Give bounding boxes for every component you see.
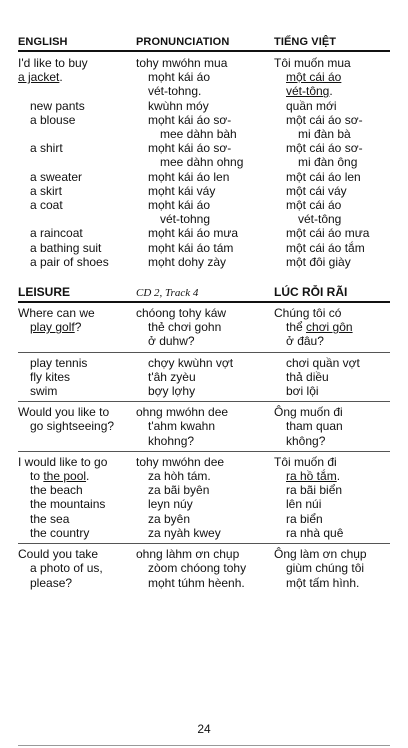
phrase-entry: [18, 99, 390, 113]
phrase-line: mọht kái áo mưa: [148, 226, 239, 241]
phrase-line: [274, 70, 390, 84]
phrase-line: giùm chúng tôi: [286, 561, 365, 576]
phrase-line: the country: [30, 525, 90, 540]
pronunciation-cell: [136, 56, 274, 99]
phrase-entry: [18, 56, 390, 99]
phrase-line: mọht túhm hèenh.: [148, 575, 245, 590]
bottom-rule: [18, 745, 390, 746]
phrase-line: the beach: [30, 483, 83, 498]
phrase-line: quần mới: [286, 98, 337, 113]
vietnamese-cell: [274, 198, 390, 226]
english-cell: [18, 184, 136, 198]
phrase-line: a skirt: [30, 183, 63, 198]
phrase-line: please?: [30, 575, 73, 590]
phrase-entry: [18, 113, 390, 141]
english-cell: [18, 405, 136, 448]
phrase-line: swim: [30, 384, 58, 399]
phrase-line: một cái áo sơ-: [286, 112, 363, 127]
pronunciation-cell: [136, 241, 274, 255]
underlined-term: the pool: [43, 469, 87, 484]
pronunciation-cell: [136, 226, 274, 240]
underlined-term: một cái áo: [286, 70, 342, 85]
phrase-line: thẻ chơi gohn: [148, 320, 222, 335]
phrase-line: Where can we: [18, 306, 95, 321]
phrase-line: Tôi muốn đi: [274, 454, 337, 469]
phrase-line: za hòh tám.: [148, 469, 211, 484]
phrase-line: mọht kái áo len: [148, 169, 230, 184]
page-number: 24: [197, 722, 211, 736]
phrase-line: lên núi: [286, 497, 322, 512]
english-cell: [18, 356, 136, 399]
english-cell: [18, 170, 136, 184]
phrase-line: mọht kái áo sơ-: [148, 112, 232, 127]
phrase-line: za nyàh kwey: [148, 525, 221, 540]
english-cell: [18, 198, 136, 226]
phrase-line: zòom chóong tohy: [148, 561, 247, 576]
phrase-entry: [18, 543, 390, 593]
phrase-line: ohng mwóhn dee: [136, 405, 229, 420]
phrase-line: ở đâu?: [286, 334, 324, 349]
vietnamese-cell: [274, 405, 390, 448]
phrase-line: vét-tohng.: [148, 84, 202, 99]
pronunciation-cell: [136, 184, 274, 198]
phrase-line: một tấm hình.: [286, 575, 360, 590]
vietnamese-cell: [274, 547, 390, 590]
phrase-line: I'd like to buy: [18, 56, 88, 70]
phrase-line: Could you take: [18, 547, 99, 562]
pronunciation-cell: [136, 405, 274, 448]
phrase-line: go sightseeing?: [30, 419, 115, 434]
pronunciation-cell: [136, 99, 274, 113]
phrase-line: một cái áo mưa: [286, 226, 370, 241]
phrase-line: mọht kái áo: [148, 198, 211, 213]
vietnamese-cell: [274, 141, 390, 169]
pronunciation-cell: [136, 255, 274, 269]
pronunciation-cell: [136, 547, 274, 590]
leisure-title-vietnamese: LÚC RỖI RÃI: [274, 285, 348, 300]
phrase-line: Ông làm ơn chụp: [274, 547, 367, 562]
leisure-header: [18, 279, 390, 303]
phrase-line: a blouse: [30, 112, 76, 127]
pronunciation-cell: [136, 198, 274, 226]
pronunciation-cell: [136, 141, 274, 169]
phrase-line: the sea: [30, 511, 70, 526]
phrase-line: mee dàhn ohng: [160, 155, 244, 170]
leisure-title-english: LEISURE: [18, 285, 71, 300]
vietnamese-cell: [274, 184, 390, 198]
phrase-line: the mountains: [30, 497, 106, 512]
header-pronunciation: PRONUNCIATION: [136, 36, 230, 48]
phrase-line: thể chơi gôn: [286, 320, 353, 335]
phrase-line: ra biển: [286, 511, 323, 526]
phrase-line: không?: [286, 433, 326, 448]
underlined-term: vét-tông: [286, 84, 330, 99]
phrase-line: một đôi giày: [286, 254, 351, 269]
phrase-line: bợy lợhy: [148, 384, 196, 399]
phrase-entry: [18, 141, 390, 169]
phrase-line: a photo of us,: [30, 561, 103, 576]
phrase-line: tohy mwóhn mua: [136, 56, 228, 70]
phrase-entry: [18, 184, 390, 198]
phrase-line: mee dàhn bàh: [160, 127, 237, 142]
vietnamese-cell: [274, 56, 390, 99]
phrase-line: a jacket.: [18, 70, 63, 85]
phrase-entry: [18, 401, 390, 451]
pronunciation-cell: [136, 113, 274, 141]
english-cell: [18, 241, 136, 255]
vietnamese-cell: [274, 455, 390, 540]
underlined-term: ra hồ tắm: [286, 469, 337, 484]
phrase-line: t'ahm kwahn: [148, 419, 215, 434]
phrase-line: a raincoat: [30, 226, 83, 241]
vietnamese-cell: [274, 113, 390, 141]
english-cell: [18, 226, 136, 240]
pronunciation-cell: [136, 455, 274, 540]
phrase-line: Would you like to: [18, 405, 110, 420]
english-cell: [18, 113, 136, 141]
phrase-line: vét-tông.: [286, 84, 333, 99]
phrase-line: mọht kái áo tám: [148, 240, 234, 255]
english-cell: [18, 455, 136, 540]
phrase-entry: [18, 241, 390, 255]
phrase-line: chơi quần vợt: [286, 355, 360, 370]
column-header: [18, 30, 390, 52]
phrase-line: bơi lội: [286, 384, 319, 399]
phrase-line: Chúng tôi có: [274, 306, 342, 321]
header-english: ENGLISH: [18, 36, 68, 48]
phrase-line: một cái váy: [286, 183, 347, 198]
phrase-line: play golf?: [30, 320, 82, 335]
phrase-entry: [18, 255, 390, 269]
phrase-line: mọht kái áo: [148, 70, 211, 85]
phrase-line: ra bãi biển: [286, 483, 343, 498]
phrase-line: za byên: [148, 511, 191, 526]
phrase-line: kwùhn móy: [148, 98, 209, 113]
phrase-line: vét-tông: [298, 212, 342, 227]
english-cell: [18, 99, 136, 113]
phrase-line: Tôi muốn mua: [274, 56, 351, 70]
phrase-line: một cái áo sơ-: [286, 141, 363, 156]
english-cell: [18, 547, 136, 590]
english-cell: [18, 255, 136, 269]
phrase-line: leyn núy: [148, 497, 193, 512]
phrase-line: a sweater: [30, 169, 83, 184]
phrase-line: ra hồ tắm.: [286, 469, 341, 484]
phrase-entry: [18, 170, 390, 184]
phrase-line: tham quan: [286, 419, 343, 434]
phrase-entry: [18, 226, 390, 240]
vietnamese-cell: [274, 356, 390, 399]
phrase-line: a coat: [30, 198, 63, 213]
underlined-term: a jacket: [18, 70, 60, 85]
phrase-line: a shirt: [30, 141, 63, 156]
clothing-section: [18, 52, 390, 272]
leisure-section: [18, 303, 390, 593]
phrase-line: một cái áo: [286, 198, 342, 213]
phrase-line: thả diều: [286, 369, 329, 384]
phrase-line: play tennis: [30, 355, 88, 370]
pronunciation-cell: [136, 356, 274, 399]
phrase-line: ra nhà quê: [286, 525, 344, 540]
vietnamese-cell: [274, 99, 390, 113]
phrase-line: một cái áo tắm: [286, 240, 365, 255]
underlined-term: play golf: [30, 320, 75, 335]
phrase-entry: [18, 451, 390, 543]
phrasebook-page: [18, 30, 390, 593]
phrase-entry: [18, 198, 390, 226]
phrase-line: mọht dohy zày: [148, 254, 227, 269]
phrase-line: fly kites: [30, 369, 71, 384]
phrase-line: za bãi byên: [148, 483, 210, 498]
header-vietnamese: TIẾNG VIỆT: [274, 36, 337, 48]
phrase-line: new pants: [30, 98, 85, 113]
phrase-line: ở duhw?: [148, 334, 195, 349]
english-cell: [18, 306, 136, 349]
phrase-line: Ông muốn đi: [274, 405, 343, 420]
phrase-entry: [18, 352, 390, 402]
leisure-track: CD 2, Track 4: [136, 287, 199, 300]
vietnamese-cell: [274, 170, 390, 184]
phrase-line: t'âh zyèu: [148, 369, 196, 384]
phrase-line: chợy kwùhn vợt: [148, 355, 234, 370]
phrase-line: chóong tohy káw: [136, 306, 227, 321]
phrase-line: mi đàn ông: [298, 155, 358, 170]
phrase-line: I would like to go: [18, 454, 108, 469]
phrase-line: a bathing suit: [30, 240, 102, 255]
phrase-entry: [18, 303, 390, 352]
phrase-line: mọht kái áo sơ-: [148, 141, 232, 156]
underlined-term: chơi gôn: [306, 320, 353, 335]
vietnamese-cell: [274, 306, 390, 349]
phrase-line: vét-tohng: [160, 212, 211, 227]
vietnamese-cell: [274, 255, 390, 269]
vietnamese-cell: [274, 241, 390, 255]
phrase-line: a pair of shoes: [30, 254, 109, 269]
phrase-line: to the pool.: [30, 469, 90, 484]
phrase-line: khohng?: [148, 433, 195, 448]
phrase-line: mọht kái váy: [148, 183, 216, 198]
pronunciation-cell: [136, 306, 274, 349]
phrase-line: tohy mwóhn dee: [136, 454, 225, 469]
phrase-line: một cái áo len: [286, 169, 361, 184]
english-cell: [18, 141, 136, 169]
vietnamese-cell: [274, 226, 390, 240]
phrase-line: mi đàn bà: [298, 127, 351, 142]
pronunciation-cell: [136, 170, 274, 184]
phrase-line: ohng làhm ơn chụp: [136, 547, 240, 562]
english-cell: [18, 56, 136, 99]
